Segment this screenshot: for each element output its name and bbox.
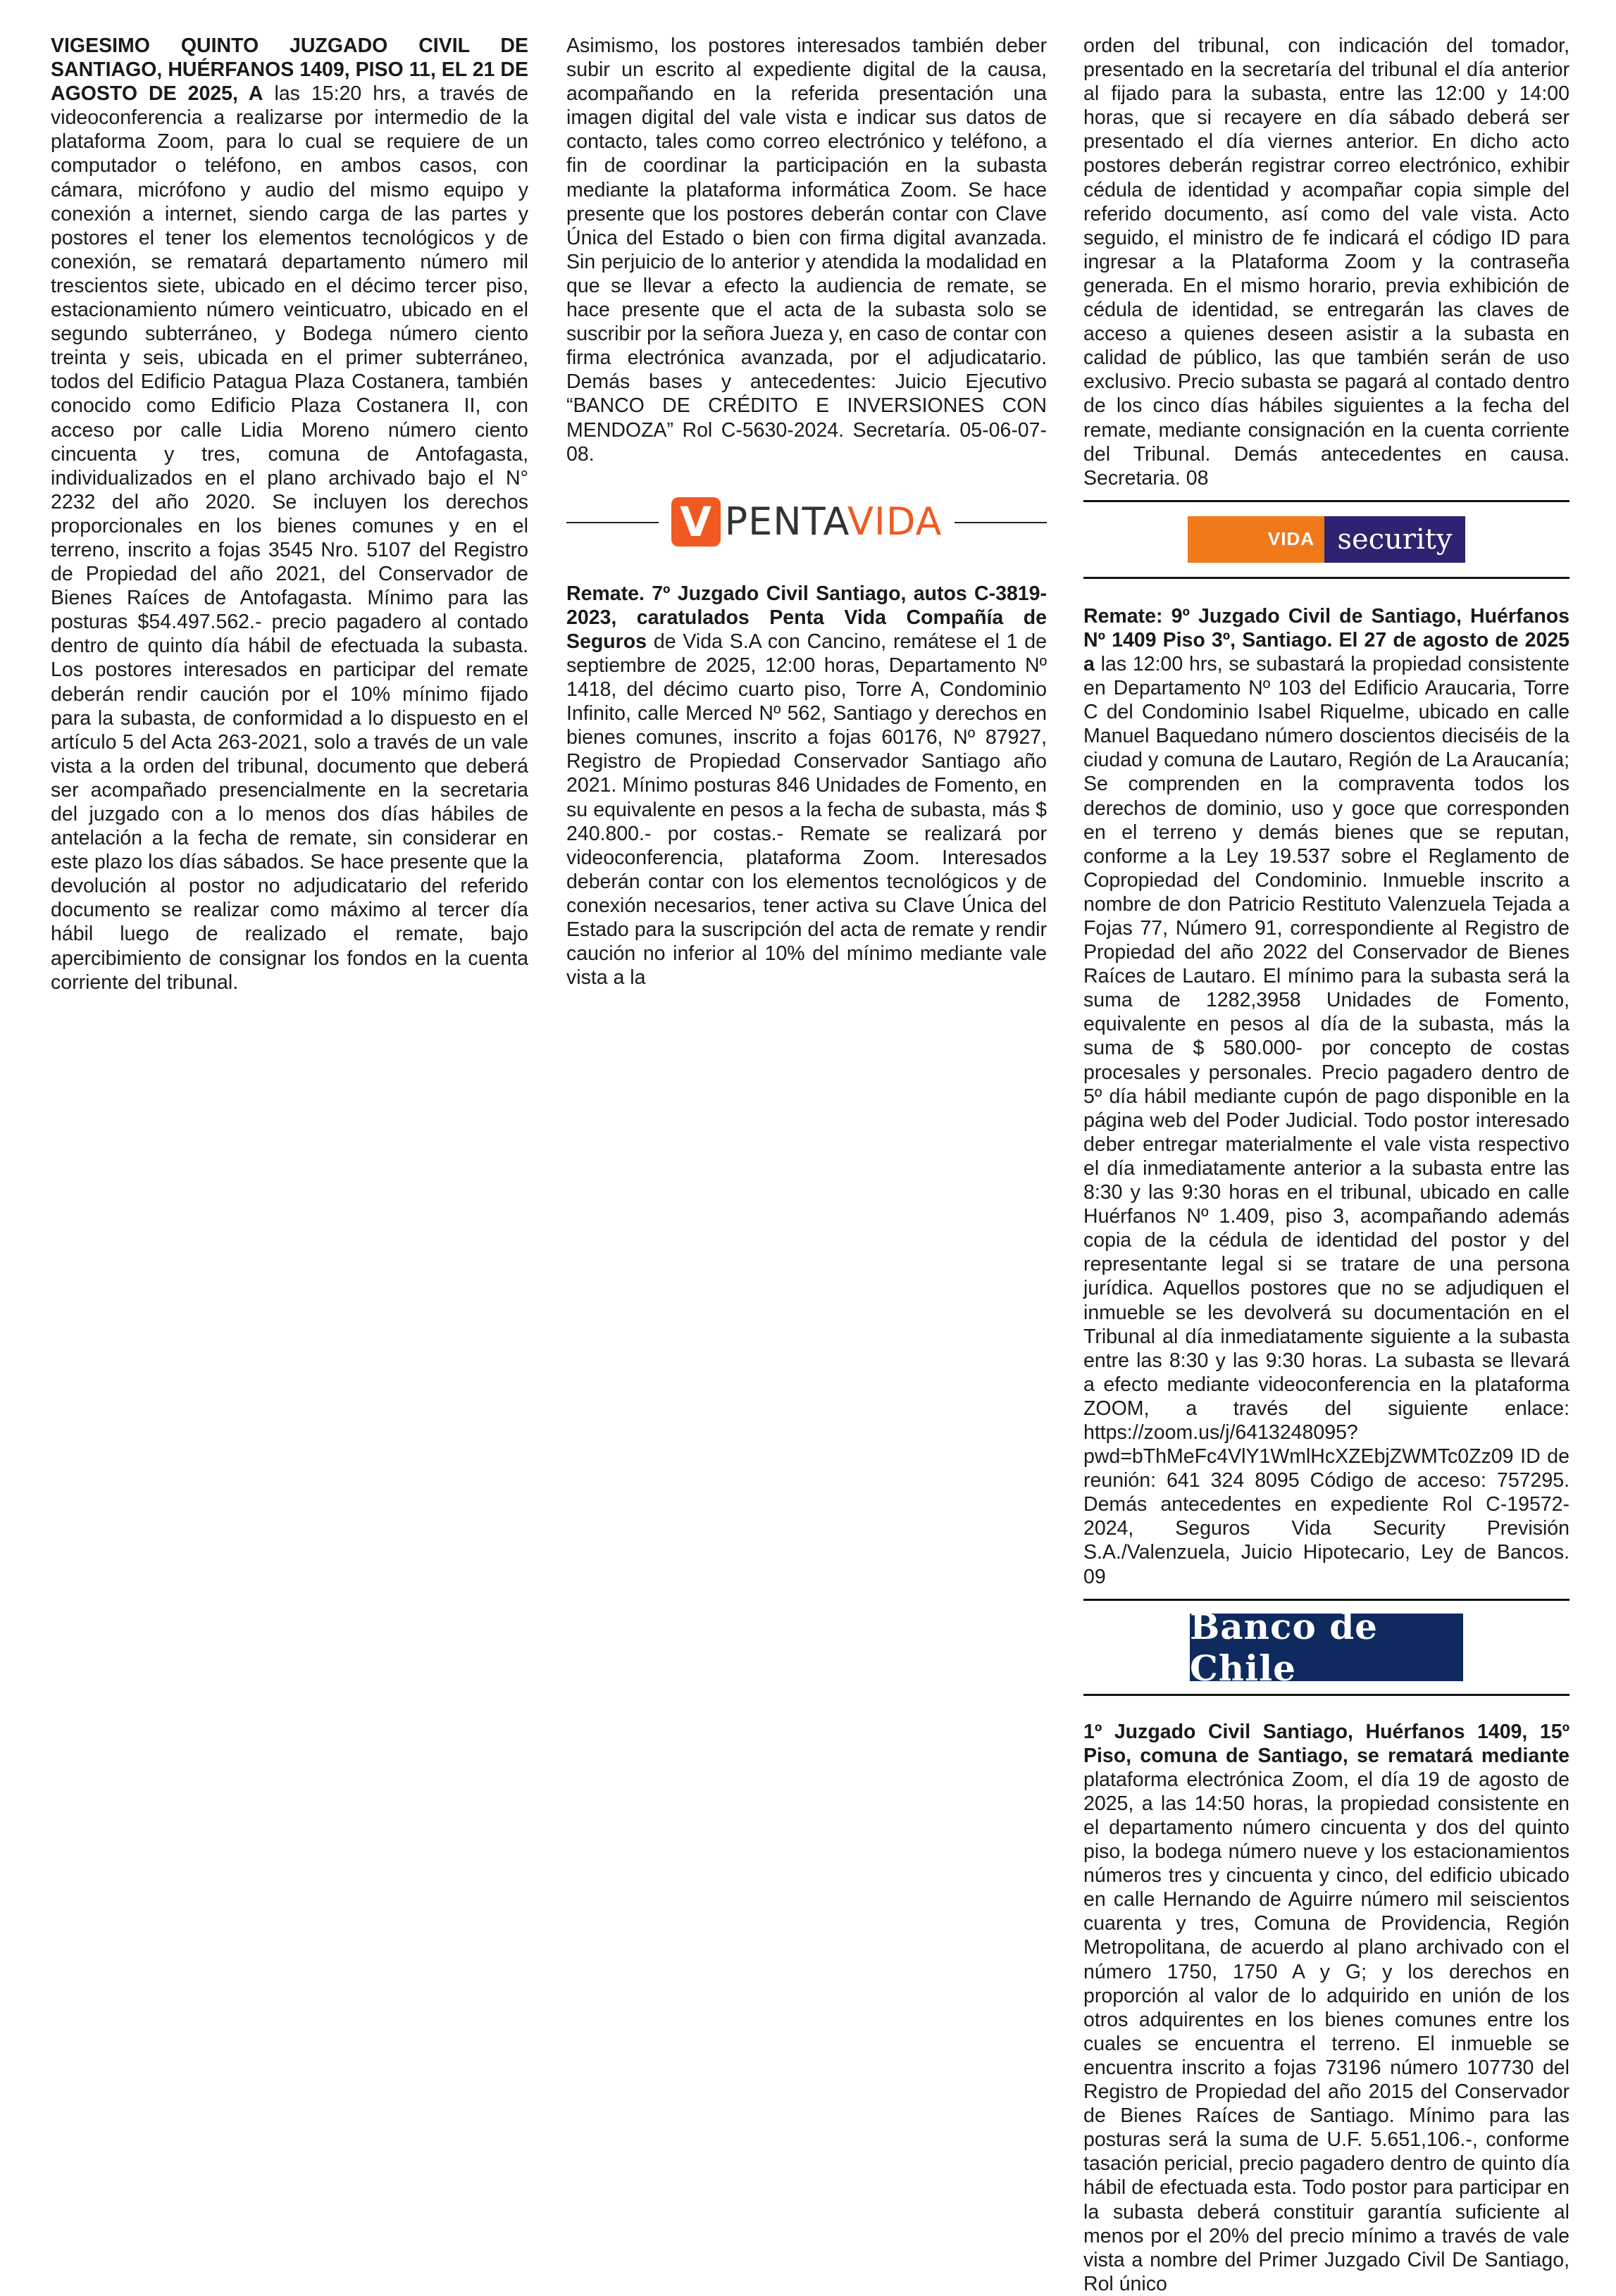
notice-body: las 15:20 hrs, a través de videoconferencia a realizarse por intermedio de la plataforma Zoom, para lo cual se requiere de un computador o teléfono, en ambos casos, con cámara, micrófono y audio del mismo equipo y conexión a internet, siendo carga de las partes y postores el tener los elementos tecnológicos y de conexión, se rematará departamento número mil trescientos siete, ubicado en el décimo tercer piso, estacionamiento número veinticuatro, ubicado en el segundo subterráneo, y Bodega número ciento treinta y seis, ubicada en el primer subterráneo, todos del Edificio Patagua Plaza Costanera, también conocido como Edificio Plaza Costanera II, con acceso por calle Lidia Moreno número ciento cincuenta y tres, comuna de Antofagasta, individualizados en el plano archivado bajo el N° 2232 del año 2020. Se incluyen los derechos proporcionales en los bienes comunes y en el terreno, inscrito a fojas 3545 Nro. 5107 del Registro de Propiedad del año 2021, del Conservador de Bienes Raíces de Antofagasta. Mínimo para las posturas $54.497.562.- precio pagadero al contado dentro de quinto día hábil de efectuada la subasta. Los postores interesados en participar del remate deberán rendir caución por el 10% mínimo fijado para la subasta, de conformidad a lo dispuesto en el artículo 5 del Acta 263-2021, solo a través de un vale vista a la orden del tribunal, documento que deberá ser acompañado presencialmente en la secretaria del juzgado con a lo menos dos días hábiles de antelación a la fecha de remate, sin considerar en este plazo los días sábados. Se hace presente que la devolución al postor no adjudicatario del referido documento se realizar como máximo al tercer día hábil luego de realizado el remate, bajo apercibimiento de consignar los fondos en la cuenta corriente del tribunal.	[51, 82, 528, 994]
vida-security-logo	[1188, 516, 1465, 563]
column-1	[51, 34, 528, 994]
notice-heading: 1º Juzgado Civil Santiago, Huérfanos 1409, 15º Piso, comuna de Santiago, se rematará mediante	[1083, 1720, 1570, 1767]
divider-line	[1083, 577, 1570, 579]
banco-de-chile-logo-row	[1083, 1599, 1570, 1696]
banco-de-chile-logo	[1190, 1605, 1463, 1689]
column-2	[566, 34, 1047, 990]
auction-notice-penta-vida	[566, 582, 1047, 990]
divider-line	[1083, 500, 1570, 502]
logo-word-security: security	[1337, 523, 1453, 556]
auction-notice-banco-de-chile	[1083, 1720, 1570, 2296]
notice-continuation: Asimismo, los postores interesados también deber subir un escrito al expediente digital de la causa, acompañando en la referida presentación una imagen digital del vale vista e indicar sus datos de contacto, tales como correo electrónico y teléfono, a fin de coordinar la participación en la subasta mediante la plataforma informática Zoom. Se hace presente que los postores deberán contar con Clave Única del Estado o bien con firma digital avanzada. Sin perjuicio de lo anterior y atendida la modalidad en que se llevar a efecto la audiencia de remate, se hace presente que el acta de la subasta solo se suscribir por la señora Jueza y, en caso de contar con firma electrónica avanzada, por el adjudicatario. Demás bases y antecedentes: Juicio Ejecutivo “BANCO DE CRÉDITO E INVERSIONES CON MENDOZA” Rol C-5630-2024. Secretaría. 05-06-07-08.	[566, 35, 1047, 466]
notice-continuation: orden del tribunal, con indicación del tomador, presentado en la secretaría del tribunal el día anterior al fijado para la subasta, entre las 12:00 y 14:00 horas, que si recayere en día sábado deberá ser presentado el día viernes anterior. En dicho acto postores deberán registrar correo electrónico, exhibir cédula de identidad y acompañar copia simple del referido documento, así como del vale vista. Acto seguido, el ministro de fe indicará el código ID para ingresar a la Plataforma Zoom y la contraseña generada. En el mismo horario, previa exhibición de cédula de identidad, se entregarán las claves de acceso a quienes deseen asistir a la subasta en calidad de público, las que también serán de uso exclusivo. Precio subasta se pagará al contado dentro de los cinco días hábiles siguientes a la fecha del remate, mediante consignación en la cuenta corriente del Tribunal. Demás antecedentes en causa. Secretaria. 08	[1083, 35, 1570, 489]
penta-vida-logo	[659, 497, 955, 547]
bank-name: Banco de Chile	[1190, 1605, 1378, 1689]
logo-word-penta: PENTA	[724, 499, 847, 544]
notice-body: plataforma electrónica Zoom, el día 19 de agosto de 2025, a las 14:50 horas, la propiedad consistente en el departamento número cincuenta y dos del quinto piso, la bodega número nueve y los estacionamientos números tres y cincuenta y cinco, del edificio ubicado en calle Hernando de Aguirre número mil seiscientos cuarenta y tres, Comuna de Providencia, Región Metropolitana, de acuerdo al plano archivado con el número 1750, 1750 A y G; y los derechos en proporción al valor de lo adquirido en unión de los otros adquirentes en los bienes comunes entre los cuales se encuentra el terreno. El inmueble se encuentra inscrito a fojas 73196 número 107730 del Registro de Propiedad del año 2015 del Conservador de Bienes Raíces de Santiago. Mínimo para las posturas será la suma de U.F. 5.651,106.-, conforme tasación pericial, precio pagadero dentro de quinto día hábil de efectuada esta. Todo postor para participar en la subasta deberá constituir garantía suficiente al menos por el 20% del precio mínimo a través de vale vista a nombre del Primer Juzgado Civil De Santiago, Rol único	[1083, 1768, 1570, 2295]
vida-security-logo-row	[1083, 500, 1570, 579]
column-3	[1083, 34, 1570, 2296]
notice-body: de Vida S.A con Cancino, remátese el 1 de septiembre de 2025, 12:00 horas, Departamento Nº 1418, del décimo cuarto piso, Torre A, Condominio Infinito, calle Merced Nº 562, Santiago y derechos en bienes comunes, inscrito a fojas 60176, Nº 87927, Registro de Propiedad Conservador Santiago año 2021. Mínimo posturas 846 Unidades de Fomento, en su equivalente en pesos a la fecha de subasta, más $ 240.800.- por costas.- Remate se realizará por videoconferencia, plataforma Zoom. Interesados deberán contar con los elementos tecnológicos y de conexión necesarios, tener activa su Clave Única del Estado para la suscripción del acta de remate y rendir caución no inferior al 10% del mínimo mediante vale vista a la	[566, 630, 1047, 990]
penta-vida-mark-icon: V	[671, 497, 721, 547]
divider-line	[1083, 1599, 1570, 1601]
notice-body: las 12:00 hrs, se subastará la propiedad consistente en Departamento Nº 103 del Edificio Araucaria, Torre C del Condominio Isabel Riquelme, ubicado en calle Manuel Baquedano número doscientos dieciséis de la ciudad y comuna de Lautaro, Región de La Araucanía; Se comprenden en la compraventa todos los derechos de dominio, uso y goce que corresponden en el terreno y demás bienes que se reputan, conforme a la Ley 19.537 sobre el Reglamento de Copropiedad del Condominio. Inmueble inscrito a nombre de don Patricio Restituto Valenzuela Tejada a Fojas 77, Número 91, correspondiente al Registro de Propiedad del año 2022 del Conservador de Bienes Raíces de Lautaro. El mínimo para la subasta será la suma de 1282,3958 Unidades de Fomento, equivalente en pesos al día de la subasta, más la suma de $ 580.000- por concepto de costas procesales y personales. Precio pagadero dentro de 5º día hábil mediante cupón de pago disponible en la página web del Poder Judicial. Todo postor interesado deber entregar materialmente el vale vista respectivo el día inmediatamente anterior a la subasta entre las 8:30 y las 9:30 horas en el tribunal, ubicado en calle Huérfanos Nº 1.409, piso 3, acompañando además copia de la cédula de identidad del postor y del representante legal si se tratare de una persona jurídica. Aquellos postores que no se adjudiquen el inmueble se les devolverá su documentación en el Tribunal al día inmediatamente siguiente a la subasta entre las 8:30 y las 9:30 horas. La subasta se llevará a efecto mediante videoconferencia en la plataforma ZOOM, a través del siguiente enlace: https://zoom.us/j/6413248095?pwd=bThMeFc4VlY1WmlHcXZEbjZWMTc0Zz09 ID de reunión: 641 324 8095 Código de acceso: 757295. Demás antecedentes en expediente Rol C-19572-2024, Seguros Vida Security Previsión S.A./Valenzuela, Juicio Hipotecario, Ley de Bancos. 09	[1083, 652, 1570, 1588]
notice-heading: Remate: 9º Juzgado Civil de Santiago, Huérfanos Nº 1409 Piso 3º, Santiago. El 27 de agosto de 2025 a	[1083, 604, 1570, 675]
logo-word-vida: VIDA	[847, 499, 943, 544]
divider-line	[1083, 1694, 1570, 1696]
notice-heading: VIGESIMO QUINTO JUZGADO CIVIL DE SANTIAGO, HUÉRFANOS 1409, PISO 11, EL 21 DE AGOSTO DE 2025, A	[51, 35, 528, 106]
penta-vida-logo-row	[566, 483, 1047, 561]
notice-heading: Remate. 7º Juzgado Civil Santiago, autos C-3819-2023, caratulados Penta Vida Compañía de Seguros	[566, 582, 1047, 653]
auction-notice-vida-security	[1083, 604, 1570, 1589]
logo-word-vida: VIDA	[1267, 528, 1314, 550]
auction-notice-25-juzgado	[51, 34, 528, 994]
